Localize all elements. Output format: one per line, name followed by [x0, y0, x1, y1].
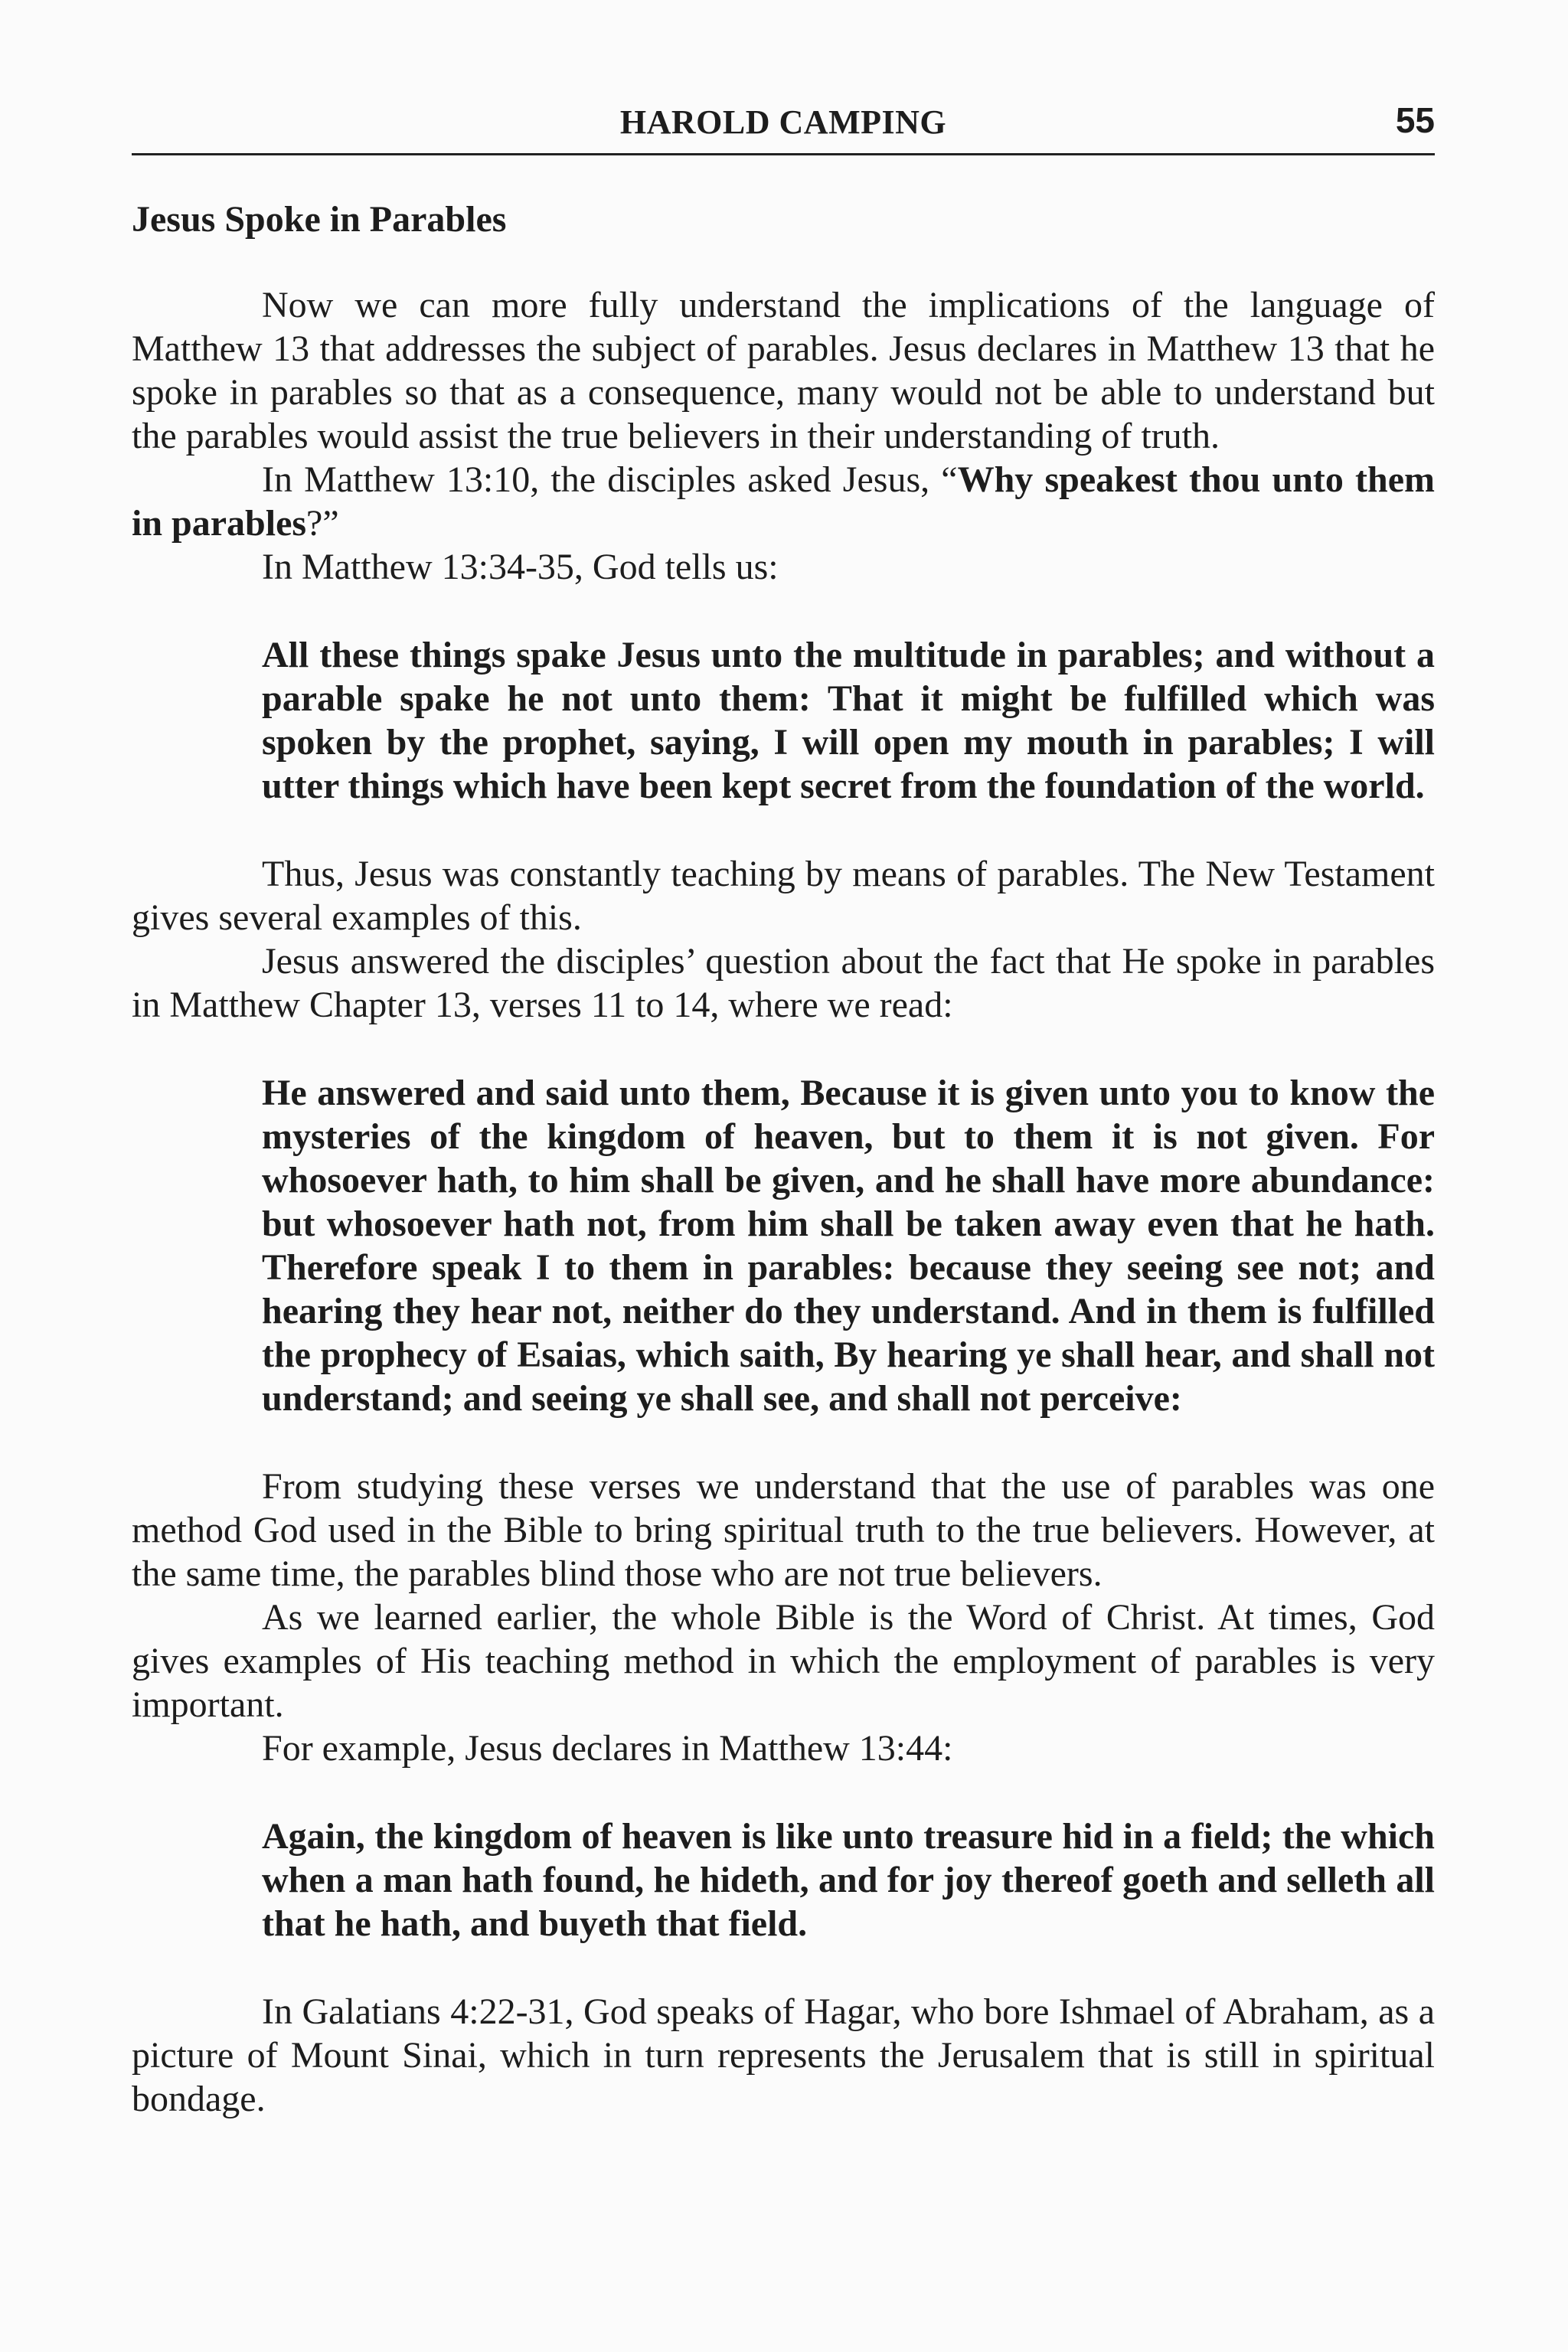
block-quote-1-text: All these things spake Jesus unto the multitude in parables; and without a parable spake he not unto them: That it might be fulfilled which was spoken by the prophet, saying, I will open my mouth in parables; I will utter things which have been kept secret from the foundation of the world. [262, 635, 1435, 806]
paragraph-8: For example, Jesus declares in Matthew 13:44: [262, 1728, 953, 1769]
paragraph-3: In Matthew 13:34-35, God tells us: [262, 547, 779, 587]
body-text [132, 283, 1435, 2121]
paragraph-2-bold: Why speakest thou unto them in parables [132, 459, 1435, 544]
running-title: HAROLD CAMPING [619, 103, 947, 141]
block-quote-2-text: He answered and said unto them, Because it is given unto you to know the mysteries of the kingdom of heaven, but to them it is not given. For whosoever hath, to him shall be given, and he shall have more abundance: but whosoever hath not, from him shall be taken away even that he hath. Therefore speak I to them in parables: because they seeing see not; and hearing they hear not, neither do they understand. And in them is fulfilled the prophecy of Esaias, which saith, By hearing ye shall hear, and shall not understand; and seeing ye shall see, and shall not perceive: [262, 1073, 1435, 1419]
block-quote-2 [262, 1071, 1435, 1420]
paragraph-4: Thus, Jesus was constantly teaching by means of parables. The New Testament gives several examples of this. [132, 854, 1435, 938]
paragraph-1: Now we can more fully understand the implications of the language of Matthew 13 that addresses the subject of parables. Jesus declares in Matthew 13 that he spoke in parables so that as a consequence, many would not be able to understand but the parables would assist the true believers in their understanding of truth. [132, 285, 1435, 456]
paragraph-2-before: In Matthew 13:10, the disciples asked Jesus, “ [262, 459, 958, 500]
block-quote-3-text: Again, the kingdom of heaven is like unto treasure hid in a field; the which when a man hath found, he hideth, and for joy thereof goeth and selleth all that he hath, and buyeth that field. [262, 1816, 1435, 1944]
paragraph-9: In Galatians 4:22-31, God speaks of Hagar, who bore Ishmael of Abraham, as a picture of Mount Sinai, which in turn represents the Jerusalem that is still in spiritual bondage. [132, 1991, 1435, 2119]
paragraph-6: From studying these verses we understand that the use of parables was one method God used in the Bible to bring spiritual truth to the true believers. However, at the same time, the parables blind those who are not true believers. [132, 1466, 1435, 1594]
running-header [132, 92, 1435, 155]
paragraph-2-after: ?” [306, 503, 339, 544]
paragraph-5: Jesus answered the disciples’ question about the fact that He spoke in parables in Matthew Chapter 13, verses 11 to 14, where we read: [132, 941, 1435, 1025]
block-quote-1 [262, 633, 1435, 808]
section-heading: Jesus Spoke in Parables [132, 199, 507, 240]
page-number: 55 [1395, 100, 1435, 140]
paragraph-7: As we learned earlier, the whole Bible is the Word of Christ. At times, God gives examples of His teaching method in which the employment of parables is very important. [132, 1597, 1435, 1725]
paragraph-2 [132, 458, 1435, 545]
block-quote-3 [262, 1815, 1435, 1945]
